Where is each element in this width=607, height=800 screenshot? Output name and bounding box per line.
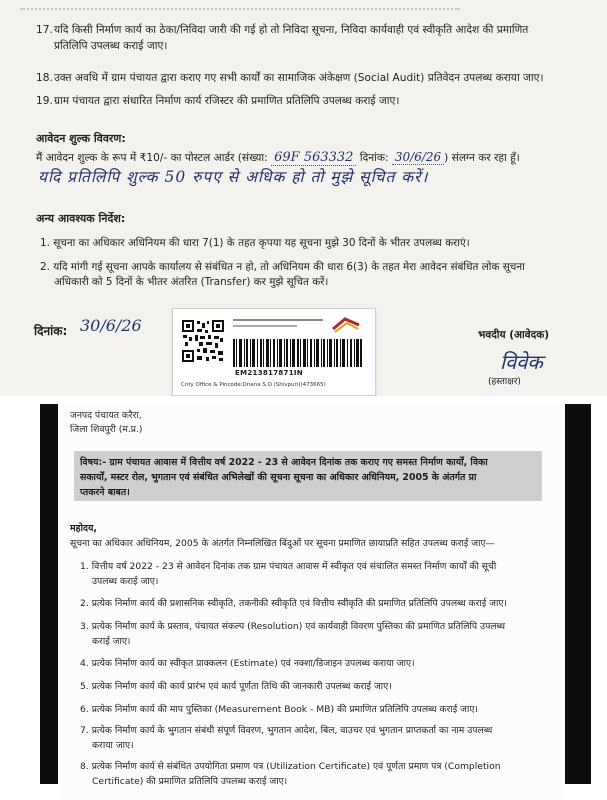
scan-border-left [40,404,58,784]
post-office-text: Cnty Office & Pincode:Dnana S.O (Shivpuri)(473665) [181,382,326,388]
signature: विवेक [500,350,543,374]
qr-code-icon [181,319,225,363]
postal-order-number: 69F 563332 [271,150,356,166]
postal-order-sticker [172,308,376,396]
barcode-number: EM213817871IN [235,369,303,377]
direction-item-2: 2. यदि मांगी गई सूचना आपके कार्यालय से संबंधित न हो, तो अधिनियम की धारा 6(3) के तहत मेरा आवेदन संबंधित लोक सूचना अधिकारी को 5 दिनों के भीतर अंतरित (Transfer) कर मुझे सूचित करें। [40,261,525,288]
list-item-19: 19.ग्राम पंचायत द्वारा संधारित निर्माण कार्य रजिस्टर की प्रमाणित प्रतिलिपि उपलब्ध कराई जाए। [36,95,400,107]
bottom-scanned-page [58,404,565,800]
handwritten-note: यदि प्रतिलिपि शुल्क 50 रुपए से अधिक हो तो मुझे सूचित करें। [38,168,429,186]
subject-box [74,451,542,501]
top-scanned-page [0,0,607,396]
list-item: 7. प्रत्येक निर्माण कार्य के भुगतान संबंधी संपूर्ण विवरण, भुगतान आदेश, बिल, वाउचर एवं भुगतान प्राप्तकर्ता का नाम उपलब्ध कराया जाए। [80,725,493,751]
salutation: महोदय, [70,523,97,534]
directions-heading: अन्य आवश्यक निर्देश: [36,212,126,225]
applicant-label: भवदीय (आवेदक) [478,329,550,341]
sticker-print-line [233,319,323,321]
barcode-icon [233,339,363,367]
direction-item-1: 1. सूचना का अधिकार अधिनियम की धारा 7(1) के तहत कृपया यह सूचना मुझे 30 दिनों के भीतर उपलब्ध कराएं। [40,237,470,249]
fee-date: 30/6/26 [392,150,444,165]
list-item: 3. प्रत्येक निर्माण कार्य के प्रस्ताव, पंचायत संकल्प (Resolution) एवं कार्यवाही विवरण पुस्तिका की प्रमाणित प्रतिलिपि उपलब्ध कराई जाए। [80,621,506,647]
list-item-18: 18.उक्त अवधि में ग्राम पंचायत द्वारा कराए गए सभी कार्यों का सामाजिक अंकेक्षण (Social Audit) प्रतिवेदन उपलब्ध कराया जाए। [36,72,544,84]
fee-details-line: मैं आवेदन शुल्क के रूप में ₹10/- का पोस्टल आर्डर (संख्या: 69F 563332 दिनांक: 30/6/26 ) संलग्न कर रहा हूँ। [36,150,520,165]
subject-line: सकार्यों, मस्टर रोल, भुगतान एवं संबंधित अभिलेखों की सूचना सूचना का अधिकार अधिनियम, 2005 के अंतर्गत प्रा [80,472,477,483]
date-value: 30/6/26 [80,316,142,335]
list-item: 6. प्रत्येक निर्माण कार्य की माप पुस्तिका (Measurement Book - MB) की प्रमाणित प्रतिलिपि उपलब्ध कराई जाए। [80,704,478,715]
subject-line: विषय:- ग्राम पंचायत आवास में वित्तीय वर्ष 2022 - 23 से आवेदन दिनांक तक कराए गए समस्त निर्माण कार्यों, विका [80,457,488,468]
list-item: 2. प्रत्येक निर्माण कार्य की प्रशासनिक स्वीकृति, तकनीकी स्वीकृति एवं वित्तीय स्वीकृति की प्रमाणित प्रतिलिपि उपलब्ध कराई जाए। [80,598,507,609]
fee-heading: आवेदन शुल्क विवरण: [36,132,126,145]
list-item: 1. वित्तीय वर्ष 2022 - 23 से आवेदन दिनांक तक ग्राम पंचायत आवास में स्वीकृत एवं संचालित समस्त निर्माण कार्यों की सूची उपलब्ध कराई जाए। [80,561,497,587]
list-item: 5. प्रत्येक निर्माण कार्य की कार्य प्रारंभ एवं कार्य पूर्णता तिथि की जानकारी उपलब्ध कराई जाए। [80,681,392,692]
scan-border-right [565,404,591,784]
list-item: 4. प्रत्येक निर्माण कार्य का स्वीकृत प्राक्कलन (Estimate) एवं नक्शा/डिजाइन उपलब्ध कराया जाए। [80,658,415,669]
subject-line: प्तकरने बाबत। [80,487,130,498]
cropped-text-edge [20,0,460,10]
list-item: 8. प्रत्येक निर्माण कार्य से संबंधित उपयोगिता प्रमाण पत्र (Utilization Certificate) एवं पूर्णता प्रमाण पत्र (Completion Certificate) की प्रमाणित प्रतिलिपि उपलब्ध कराई जाए। [80,761,501,787]
india-post-logo-icon [331,315,361,335]
date-label: दिनांक: [34,324,68,338]
address-line-2: जिला शिवपुरी (म.प्र.) [70,424,143,435]
list-item-17: 17.यदि किसी निर्माण कार्य का ठेका/निविदा जारी की गई हो तो निविदा सूचना, निविदा कार्यवाही एवं स्वीकृति आदेश की प्रमाणित प्रतिलिपि उपलब्ध कराई जाए। [36,24,529,52]
intro-text: सूचना का अधिकार अधिनियम, 2005 के अंतर्गत निम्नलिखित बिंदुओं पर सूचना प्रमाणित छायाप्रति सहित उपलब्ध कराई जाए— [70,538,495,549]
sticker-print-line [233,325,297,327]
signature-label: (हस्ताक्षर) [488,377,521,387]
address-line-1: जनपद पंचायत करैरा, [70,410,142,421]
